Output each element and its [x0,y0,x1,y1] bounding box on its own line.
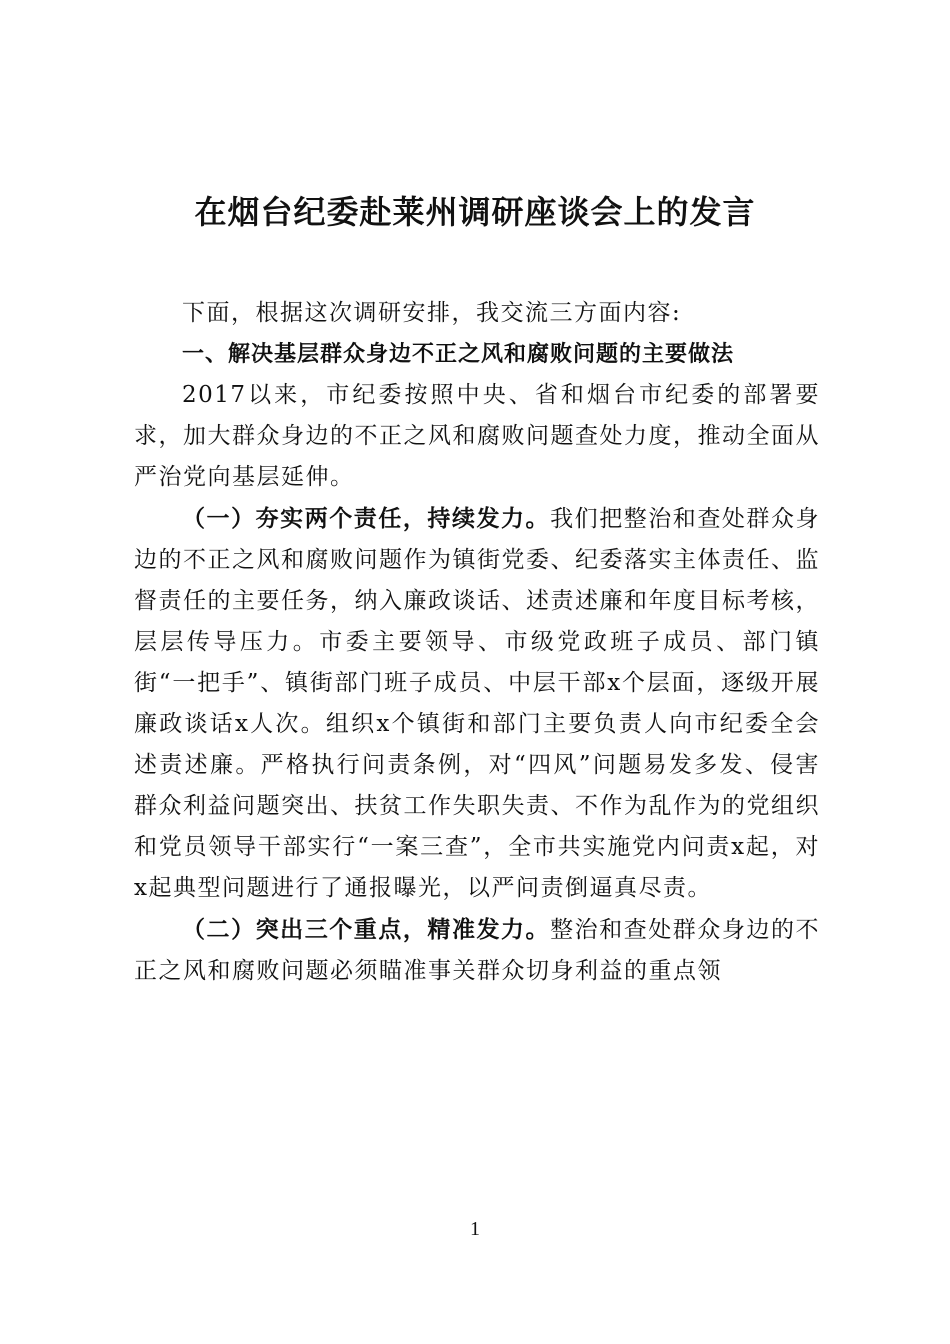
item-1-paragraph [134,498,820,909]
document-body [134,293,820,992]
intro-paragraph: 下面，根据这次调研安排，我交流三方面内容: [182,300,682,326]
item-2-lead: （二）突出三个重点，精准发力。 [182,916,551,943]
item-2-paragraph [134,909,820,992]
page-number: 1 [470,1218,480,1240]
section-1-paragraph: 2017以来，市纪委按照中央、省和烟台市纪委的部署要求，加大群众身边的不正之风和腐败问题查处力度，推动全面从严治党向基层延伸。 [134,382,820,490]
document-title: 在烟台纪委赴莱州调研座谈会上的发言 [194,193,756,231]
item-1-lead: （一）夯实两个责任，持续发力。 [182,505,551,532]
item-1-text: 我们把整治和查处群众身边的不正之风和腐败问题作为镇街党委、纪委落实主体责任、监督责任的主要任务，纳入廉政谈话、述责述廉和年度目标考核，层层传导压力。市委主要领导、市级党政班子成员、部门镇街“一把手”、镇街部门班子成员、中层干部x个层面，逐级开展廉政谈话x人次。组织x个镇街和部门主要负责人向市纪委全会述责述廉。严格执行问责条例，对“四风”问题易发多发、侵害群众利益问题突出、扶贫工作失职失责、不作为乱作为的党组织和党员领导干部实行“一案三查”，全市共实施党内问责x起，对x起典型问题进行了通报曝光，以严问责倒逼真尽责。 [134,506,821,901]
item-2-text: 整治和查处群众身边的不正之风和腐败问题必须瞄准事关群众切身利益的重点领 [134,917,821,984]
section-heading-1: 一、解决基层群众身边不正之风和腐败问题的主要做法 [182,342,735,367]
